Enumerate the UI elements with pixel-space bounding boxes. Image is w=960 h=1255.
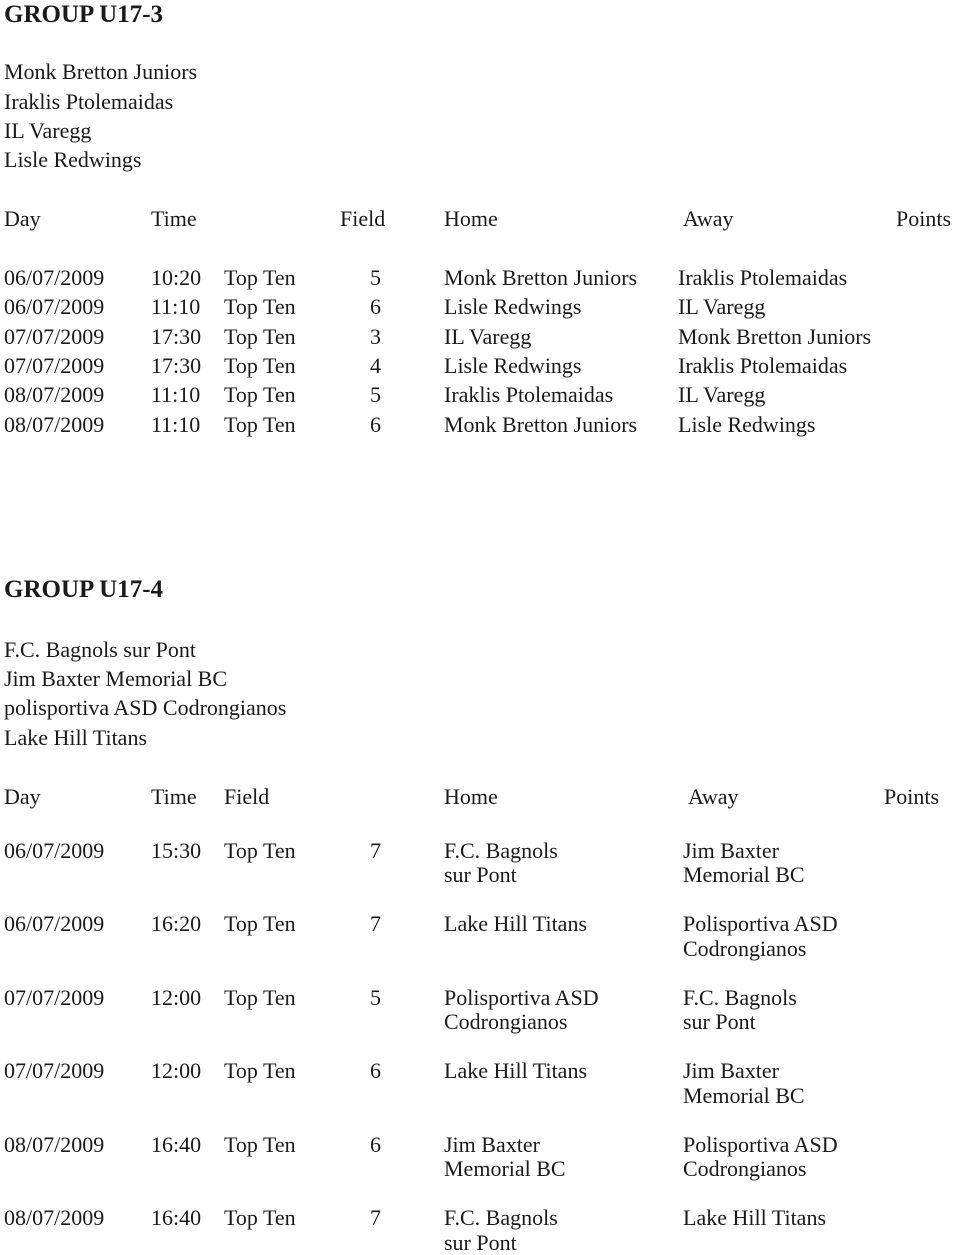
- match-home: Iraklis Ptolemaidas: [444, 382, 614, 407]
- group4-team: Jim Baxter Memorial BC: [4, 666, 228, 691]
- match-home: sur Pont: [444, 1230, 517, 1255]
- match-day: 06/07/2009: [4, 265, 105, 290]
- match-day: 08/07/2009: [4, 1205, 105, 1230]
- match-field: 7: [370, 911, 381, 936]
- match-time: 12:00: [151, 985, 202, 1010]
- match-day: 07/07/2009: [4, 985, 105, 1010]
- match-venue: Top Ten: [224, 985, 296, 1010]
- match-venue: Top Ten: [224, 1058, 296, 1083]
- match-field: 7: [370, 1205, 381, 1230]
- match-day: 07/07/2009: [4, 324, 105, 349]
- match-home: Polisportiva ASD: [444, 985, 599, 1010]
- match-away: Polisportiva ASD: [683, 911, 838, 936]
- match-away: Codrongianos: [683, 1156, 807, 1181]
- group4-team: polisportiva ASD Codrongianos: [4, 695, 287, 720]
- match-away: Jim Baxter: [683, 1058, 779, 1083]
- match-field: 6: [370, 1132, 381, 1157]
- match-venue: Top Ten: [224, 294, 296, 319]
- match-time: 15:30: [151, 838, 202, 863]
- match-time: 12:00: [151, 1058, 202, 1083]
- group4-header-home: Home: [444, 784, 498, 809]
- match-home: Jim Baxter: [444, 1132, 540, 1157]
- match-home: Monk Bretton Juniors: [444, 412, 638, 437]
- group3-header-day: Day: [4, 206, 41, 231]
- match-time: 16:20: [151, 911, 202, 936]
- group3-team: IL Varegg: [4, 118, 92, 143]
- match-away: F.C. Bagnols: [683, 985, 797, 1010]
- match-time: 11:10: [151, 382, 201, 407]
- match-time: 16:40: [151, 1205, 202, 1230]
- group3-header-home: Home: [444, 206, 498, 231]
- match-home: Lisle Redwings: [444, 353, 582, 378]
- group3-team: Lisle Redwings: [4, 147, 142, 172]
- group4-header-points: Points: [884, 784, 940, 809]
- match-venue: Top Ten: [224, 1132, 296, 1157]
- match-away: IL Varegg: [678, 294, 766, 319]
- match-field: 5: [370, 265, 381, 290]
- match-away: Lake Hill Titans: [683, 1205, 827, 1230]
- match-home: Lake Hill Titans: [444, 1058, 588, 1083]
- group4-header-time: Time: [151, 784, 197, 809]
- match-away: Memorial BC: [683, 1083, 805, 1108]
- match-away: Iraklis Ptolemaidas: [678, 265, 848, 290]
- match-day: 06/07/2009: [4, 911, 105, 936]
- match-home: Lake Hill Titans: [444, 911, 588, 936]
- match-time: 10:20: [151, 265, 202, 290]
- match-time: 17:30: [151, 324, 202, 349]
- match-venue: Top Ten: [224, 1205, 296, 1230]
- group4-title: GROUP U17-4: [4, 576, 164, 603]
- match-time: 16:40: [151, 1132, 202, 1157]
- match-away: IL Varegg: [678, 382, 766, 407]
- match-home: Lisle Redwings: [444, 294, 582, 319]
- match-time: 11:10: [151, 412, 201, 437]
- group4-header-day: Day: [4, 784, 41, 809]
- match-venue: Top Ten: [224, 353, 296, 378]
- group4-header-away: Away: [688, 784, 739, 809]
- match-home: IL Varegg: [444, 324, 532, 349]
- match-venue: Top Ten: [224, 324, 296, 349]
- match-venue: Top Ten: [224, 838, 296, 863]
- group4-team: Lake Hill Titans: [4, 725, 148, 750]
- match-field: 5: [370, 985, 381, 1010]
- match-away: Monk Bretton Juniors: [678, 324, 872, 349]
- match-day: 07/07/2009: [4, 1058, 105, 1083]
- match-field: 5: [370, 382, 381, 407]
- match-day: 08/07/2009: [4, 412, 105, 437]
- match-home: F.C. Bagnols: [444, 1205, 558, 1230]
- match-day: 07/07/2009: [4, 353, 105, 378]
- match-field: 3: [370, 324, 381, 349]
- match-day: 08/07/2009: [4, 382, 105, 407]
- match-day: 08/07/2009: [4, 1132, 105, 1157]
- group3-header-away: Away: [683, 206, 734, 231]
- group3-header-points: Points: [896, 206, 952, 231]
- group3-team: Monk Bretton Juniors: [4, 59, 198, 84]
- match-day: 06/07/2009: [4, 294, 105, 319]
- group4-team: F.C. Bagnols sur Pont: [4, 637, 196, 662]
- group3-header-time: Time: [151, 206, 197, 231]
- match-home: sur Pont: [444, 862, 517, 887]
- match-away: Lisle Redwings: [678, 412, 816, 437]
- match-time: 11:10: [151, 294, 201, 319]
- match-away: Jim Baxter: [683, 838, 779, 863]
- match-time: 17:30: [151, 353, 202, 378]
- match-field: 6: [370, 294, 381, 319]
- match-away: Iraklis Ptolemaidas: [678, 353, 848, 378]
- match-home: Codrongianos: [444, 1009, 568, 1034]
- group3-header-field: Field: [340, 206, 386, 231]
- match-venue: Top Ten: [224, 382, 296, 407]
- match-away: Polisportiva ASD: [683, 1132, 838, 1157]
- match-venue: Top Ten: [224, 412, 296, 437]
- match-away: Codrongianos: [683, 936, 807, 961]
- match-field: 7: [370, 838, 381, 863]
- match-field: 6: [370, 412, 381, 437]
- match-home: F.C. Bagnols: [444, 838, 558, 863]
- group3-title: GROUP U17-3: [4, 1, 164, 28]
- match-field: 6: [370, 1058, 381, 1083]
- match-away: sur Pont: [683, 1009, 756, 1034]
- match-day: 06/07/2009: [4, 838, 105, 863]
- group3-team: Iraklis Ptolemaidas: [4, 89, 174, 114]
- match-home: Monk Bretton Juniors: [444, 265, 638, 290]
- group4-header-field: Field: [224, 784, 270, 809]
- match-venue: Top Ten: [224, 911, 296, 936]
- match-home: Memorial BC: [444, 1156, 566, 1181]
- match-away: Memorial BC: [683, 862, 805, 887]
- match-field: 4: [370, 353, 381, 378]
- match-venue: Top Ten: [224, 265, 296, 290]
